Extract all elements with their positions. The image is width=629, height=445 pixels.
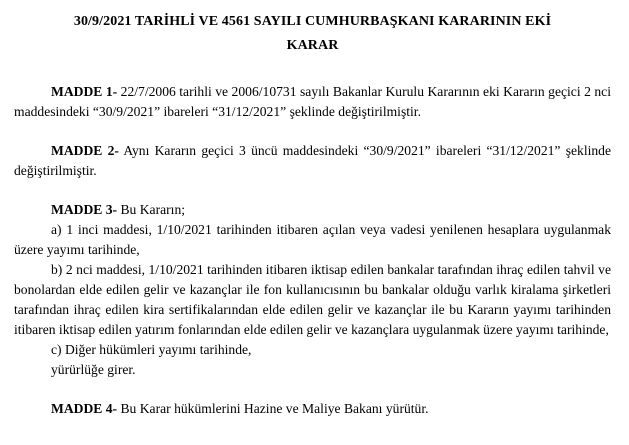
article-3-item-a: a) 1 inci maddesi, 1/10/2021 tarihinden itibaren açılan veya vadesi yenilenen hesaplara uygulanmak üzere yayımı tarihinde, — [14, 222, 611, 257]
article-1-text: 22/7/2006 tarihli ve 2006/10731 sayılı Bakanlar Kurulu Kararının eki Kararın geçici 2 nci maddesindeki “30/9/2021” ibareleri “31/12/2021” şeklinde değiştirilmiştir. — [14, 84, 611, 119]
document-title: 30/9/2021 TARİHLİ VE 4561 SAYILI CUMHURBAŞKANI KARARININ EKİ — [73, 14, 552, 29]
article-4 — [14, 399, 611, 419]
article-4-heading: MADDE 4- — [51, 401, 118, 416]
document-subtitle: KARAR — [286, 38, 339, 53]
article-3 — [14, 200, 611, 380]
article-3-closing: yürürlüğe girer. — [51, 362, 136, 377]
article-1 — [14, 82, 611, 122]
article-2-heading: MADDE 2- — [51, 143, 119, 158]
article-1-heading: MADDE 1- — [51, 84, 118, 99]
article-4-text: Bu Karar hükümlerini Hazine ve Maliye Bakanı yürütür. — [117, 401, 429, 416]
article-2 — [14, 141, 611, 181]
article-3-intro-line — [14, 200, 611, 220]
article-3-intro: Bu Kararın; — [117, 202, 186, 217]
article-3-item-b: b) 2 nci maddesi, 1/10/2021 tarihinden itibaren iktisap edilen bankalar tarafından ihraç edilen tahvil ve bonolardan elde edilen gelir ve kazançlar ile fon kullanıcısının bu bankalar olduğu varlık kiralama şirketleri tarafından ihraç edilen kira sertifikalarından elde edilen gelir ve kazançlar ile bu Kararın yayımı tarihinden itibaren iktisap edilen yatırım fonlarından elde edilen gelir ve kazançlara uygulanmak üzere yayımı tarihinde, — [14, 262, 611, 337]
article-2-text: Aynı Kararın geçici 3 üncü maddesindeki “30/9/2021” ibareleri “31/12/2021” şeklinde değiştirilmiştir. — [14, 143, 611, 178]
article-3-item-c: c) Diğer hükümleri yayımı tarihinde, — [51, 342, 252, 357]
article-3-heading: MADDE 3- — [51, 202, 118, 217]
